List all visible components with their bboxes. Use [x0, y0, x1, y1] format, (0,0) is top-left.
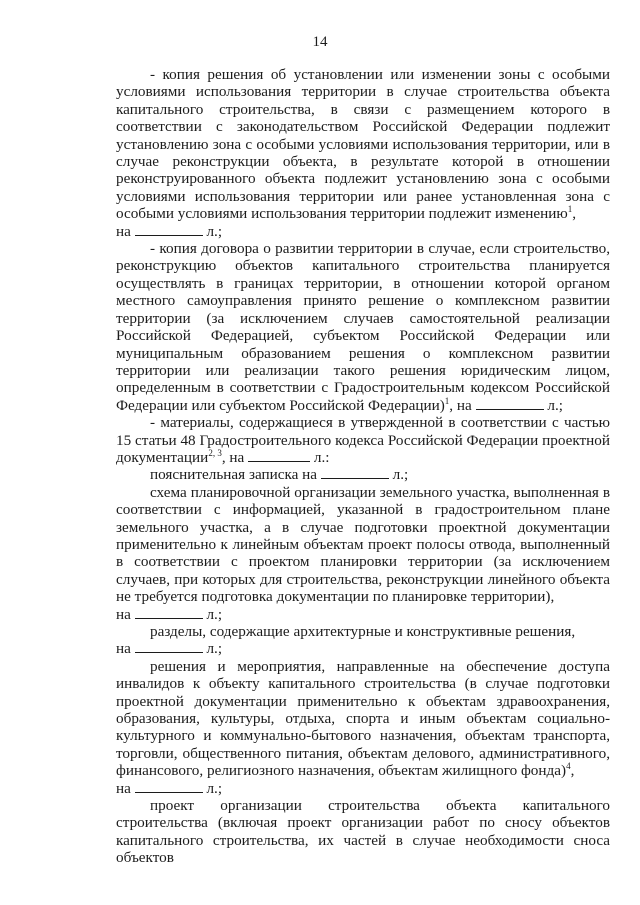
page-count-blank[interactable]: [135, 780, 203, 793]
paragraph-text: - материалы, содержащиеся в утвержденной в соответствии с частью 15 статьи 48 Градостроительного кодекса Российской Федерации проектной документации: [116, 414, 610, 466]
paragraph-zone-decision: [116, 66, 610, 223]
page-count-prefix: на: [116, 222, 131, 240]
paragraph-explanatory-note: [116, 466, 610, 483]
page-count-blank[interactable]: [321, 466, 389, 479]
page-count-prefix: на: [116, 779, 131, 797]
page-count-line: [116, 223, 610, 240]
paragraph-punct: ,: [572, 205, 577, 223]
paragraph-punct: , на: [449, 396, 472, 414]
paragraph-text: проект организации строительства объекта капитального строительства (включая проект организации работ по сносу объектов капитального строительства, их частей в случае необходимости сноса объектов: [116, 797, 610, 867]
paragraph-punct: , на: [221, 448, 245, 466]
page-count-line: [116, 606, 610, 623]
page-count-suffix: л.;: [547, 396, 563, 414]
page-count-suffix: л.;: [206, 779, 223, 797]
paragraph-accessibility: [116, 658, 610, 780]
page-count-suffix: л.;: [206, 222, 223, 240]
page-count-suffix: л.;: [392, 466, 409, 484]
page-count-blank[interactable]: [135, 223, 203, 236]
paragraph-site-plan: [116, 484, 610, 606]
page-count-blank[interactable]: [476, 397, 544, 410]
paragraph-text: - копия договора о развитии территории в случае, если строительство, реконструкцию объектов капитального строительства планируется осуществлять в границах территории, в отношении которой органом местного самоуправления принято решение о комплексном развитии территории (за исключением случаев самостоятельной реализации Российской Федерацией, субъектом Российской Федерации или муниципальным образованием решения о комплексном развитии территории или реализации такого решения юридическим лицом, определенным в соответствии с Градостроительным кодексом Российской Федерации или субъектом Российской Федерации): [116, 240, 610, 414]
paragraph-punct: ,: [570, 762, 575, 780]
page-count-suffix: л.;: [206, 640, 223, 658]
page-count-suffix: л.:: [313, 448, 330, 466]
paragraph-construction-organization: [116, 797, 610, 867]
paragraph-text: пояснительная записка на: [150, 466, 318, 484]
paragraph-project-materials: [116, 414, 610, 466]
paragraph-architecture-sections: [116, 623, 610, 640]
page-count-prefix: на: [116, 605, 131, 623]
footnote-ref: 2, 3: [208, 447, 222, 458]
paragraph-text: разделы, содержащие архитектурные и конструктивные решения,: [150, 623, 576, 640]
paragraph-text: - копия решения об установлении или изменении зоны с особыми условиями использования территории в случае строительства объекта капитального строительства, в связи с размещением которого в соответствии с законодательством Российской Федерации подлежит установлению зона с особыми условиями использования территории, или в случае реконструкции объекта, в результате которой в отношении реконструированного объекта подлежит установлению зона с особыми условиями использования территории или ранее установленная зона с особыми условиями использования территории подлежит изменению: [116, 66, 610, 223]
paragraph-text: решения и мероприятия, направленные на обеспечение доступа инвалидов к объекту капитального строительства (в случае подготовки проектной документации применительно к объектам здравоохранения, образования, культуры, отдыха, спорта и иным объектам социально-культурного и коммунально-бытового назначения, объектам транспорта, торговли, общественного питания, объектам делового, административного, финансового, религиозного назначения, объектам жилищного фонда): [116, 657, 610, 780]
footnote-ref: 4: [566, 761, 571, 772]
footnote-ref: 1: [567, 204, 573, 215]
page-count-blank[interactable]: [135, 606, 203, 619]
page-count-line: [116, 640, 610, 657]
page-count-line: [116, 780, 610, 797]
document-body: [116, 66, 610, 867]
paragraph-territory-contract: [116, 240, 610, 414]
page-count-prefix: на: [116, 640, 131, 658]
page-count-suffix: л.;: [206, 605, 223, 623]
page-number: 14: [312, 34, 328, 50]
page-count-blank[interactable]: [135, 640, 203, 653]
page-count-blank[interactable]: [248, 449, 310, 462]
paragraph-text: схема планировочной организации земельного участка, выполненная в соответствии с информацией, указанной в градостроительном плане земельного участка, а в случае подготовки проектной документации применительно к линейным объектам проект полосы отвода, выполненный в соответствии с проектом планировки территории (за исключением случаев, при которых для строительства, реконструкции линейного объекта не требуется подготовка документации по планировке территории),: [116, 483, 610, 606]
footnote-ref: 1: [444, 395, 450, 406]
